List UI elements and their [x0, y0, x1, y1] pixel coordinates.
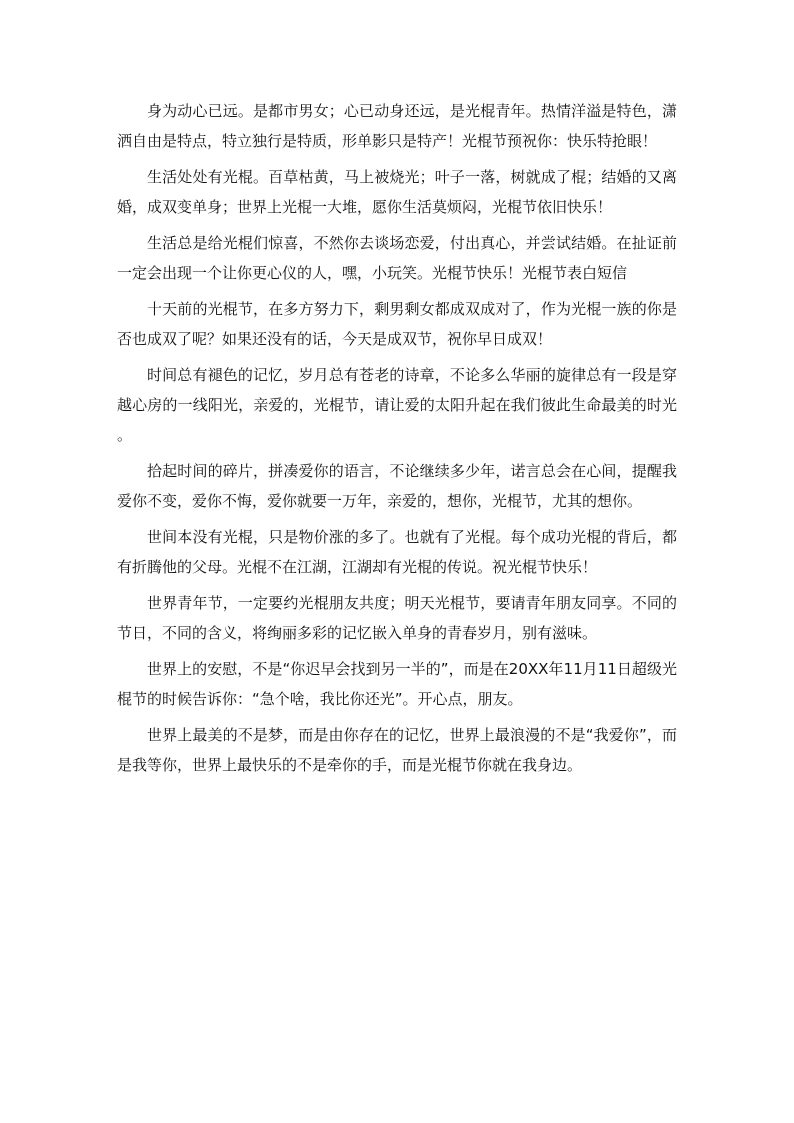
- paragraph-4: 十天前的光棍节，在多方努力下，剩男剩女都成双成对了，作为光棍一族的你是否也成双了呢？如果还没有的话，今天是成双节，祝你早日成双！: [117, 300, 677, 348]
- paragraph-9: 世界上的安慰，不是“你迟早会找到另一半的”，而是在20XX年11月11日超级光棍节的时候告诉你：“急个啥，我比你还光”。开心点，朋友。: [117, 660, 677, 708]
- paragraph-5: 时间总有褪色的记忆，岁月总有苍老的诗章，不论多么华丽的旋律总有一段是穿越心房的一线阳光，亲爱的，光棍节，请让爱的太阳升起在我们彼此生命最美的时光。: [117, 366, 677, 444]
- paragraph-6: 拾起时间的碎片，拼凑爱你的语言，不论继续多少年，诺言总会在心间，提醒我爱你不变，爱你不悔，爱你就要一万年，亲爱的，想你，光棍节，尤其的想你。: [117, 462, 677, 510]
- paragraph-8: 世界青年节，一定要约光棍朋友共度；明天光棍节，要请青年朋友同享。不同的节日，不同的含义，将绚丽多彩的记忆嵌入单身的青春岁月，别有滋味。: [117, 594, 677, 642]
- paragraph-1: 身为动心已远。是都市男女；心已动身还远，是光棍青年。热情洋溢是特色，潇洒自由是特点，特立独行是特质，形单影只是特产！光棍节预祝你：快乐特抢眼！: [117, 102, 677, 150]
- document-body: [117, 96, 677, 786]
- paragraph-3: 生活总是给光棍们惊喜，不然你去谈场恋爱，付出真心，并尝试结婚。在扯证前一定会出现一个让你更心仪的人，嘿，小玩笑。光棍节快乐！光棍节表白短信: [117, 234, 677, 282]
- paragraph-7: 世间本没有光棍，只是物价涨的多了。也就有了光棍。每个成功光棍的背后，都有折腾他的父母。光棍不在江湖，江湖却有光棍的传说。祝光棍节快乐！: [117, 528, 677, 576]
- paragraph-2: 生活处处有光棍。百草枯黄，马上被烧光；叶子一落，树就成了棍；结婚的又离婚，成双变单身；世界上光棍一大堆，愿你生活莫烦闷，光棍节依旧快乐！: [117, 168, 677, 216]
- paragraph-10: 世界上最美的不是梦，而是由你存在的记忆，世界上最浪漫的不是“我爱你”，而是我等你，世界上最快乐的不是牵你的手，而是光棍节你就在我身边。: [117, 726, 677, 774]
